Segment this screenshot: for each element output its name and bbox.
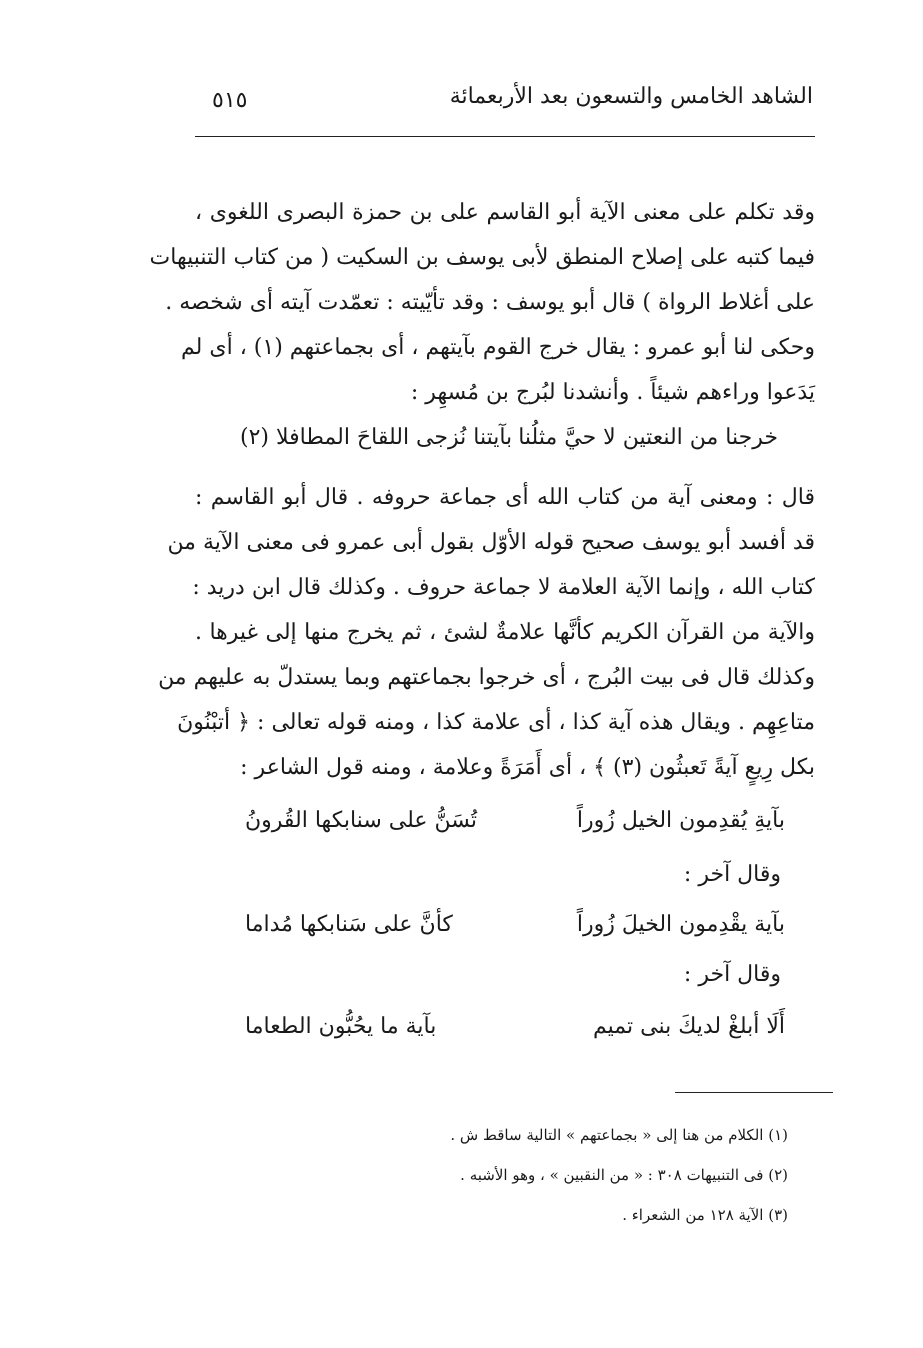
verse-hemistich-left: كأنَّ على سَنابكها مُداما [245, 912, 453, 937]
footnote: (٢) فى التنبيهات ٣٠٨ : « من النقبين » ، وهو الأشبه . [460, 1166, 788, 1184]
text-line: بكل رِيعٍ آيةً تَعبثُون (٣) ﴾ ، أى أَمَرَةً وعلامة ، ومنه قول الشاعر : [240, 755, 815, 780]
verse-hemistich-left: بآيتنا نُزجى اللقاحَ المطافلا (٢) [240, 425, 513, 450]
text-line: وحكى لنا أبو عمرو : يقال خرج القوم بآيتهم ، أى بجماعتهم (١) ، أى لم [181, 335, 815, 360]
page-number: ٥١٥ [212, 88, 248, 113]
text-line: متاعِهِم . ويقال هذه آية كذا ، أى علامة كذا ، ومنه قوله تعالى : ﴿ أتبْنُونَ [177, 710, 815, 735]
text-line: قال : ومعنى آية من كتاب الله أى جماعة حروفه . قال أبو القاسم : [195, 485, 815, 510]
verse-hemistich-right: بآية يقْدِمون الخيلَ زُوراً [576, 912, 785, 937]
footnote: (٣) الآية ١٢٨ من الشعراء . [622, 1206, 788, 1224]
footnote-rule [675, 1092, 833, 1093]
verse-hemistich-left: بآية ما يحُبُّون الطعاما [245, 1014, 437, 1039]
verse-hemistich-right: خرجنا من النعتين لا حيَّ مثلُنا [518, 425, 778, 450]
poet-attribution: وقال آخر : [683, 862, 781, 887]
header-rule [195, 136, 815, 137]
footnote: (١) الكلام من هنا إلى « بجماعتهم » التالية ساقط ش . [450, 1126, 788, 1144]
text-line: وكذلك قال فى بيت البُرج ، أى خرجوا بجماعتهم وبما يستدلّ به عليهم من [158, 665, 815, 690]
text-line: قد أفسد أبو يوسف صحيح قوله الأوّل بقول أبى عمرو فى معنى الآية من [167, 530, 815, 555]
text-line: كتاب الله ، وإنما الآية العلامة لا جماعة حروف . وكذلك قال ابن دريد : [192, 575, 815, 600]
poet-attribution: وقال آخر : [683, 962, 781, 987]
verse-hemistich-right: بآيةِ يُقدِمون الخيل زُوراً [576, 808, 785, 833]
text-line: يَدَعوا وراءهم شيئاً . وأنشدنا لبُرج بن مُسهِر : [410, 380, 815, 405]
text-line: فيما كتبه على إصلاح المنطق لأبى يوسف بن السكيت ( من كتاب التنبيهات [149, 245, 815, 270]
verse-hemistich-left: تُسَنُّ على سنابكها القُرونُ [245, 808, 477, 833]
text-line: وقد تكلم على معنى الآية أبو القاسم على بن حمزة البصرى اللغوى ، [195, 200, 815, 225]
text-line: على أغلاط الرواة ) قال أبو يوسف : وقد تأيّيته : تعمّدت آيته أى شخصه . [165, 290, 815, 315]
text-line: والآية من القرآن الكريم كأنَّها علامةٌ لشئ ، ثم يخرج منها إلى غيرها . [195, 620, 815, 645]
running-header-title: الشاهد الخامس والتسعون بعد الأربعمائة [449, 84, 813, 109]
verse-hemistich-right: أَلَا أبلغْ لديكَ بنى تميم [593, 1014, 785, 1039]
